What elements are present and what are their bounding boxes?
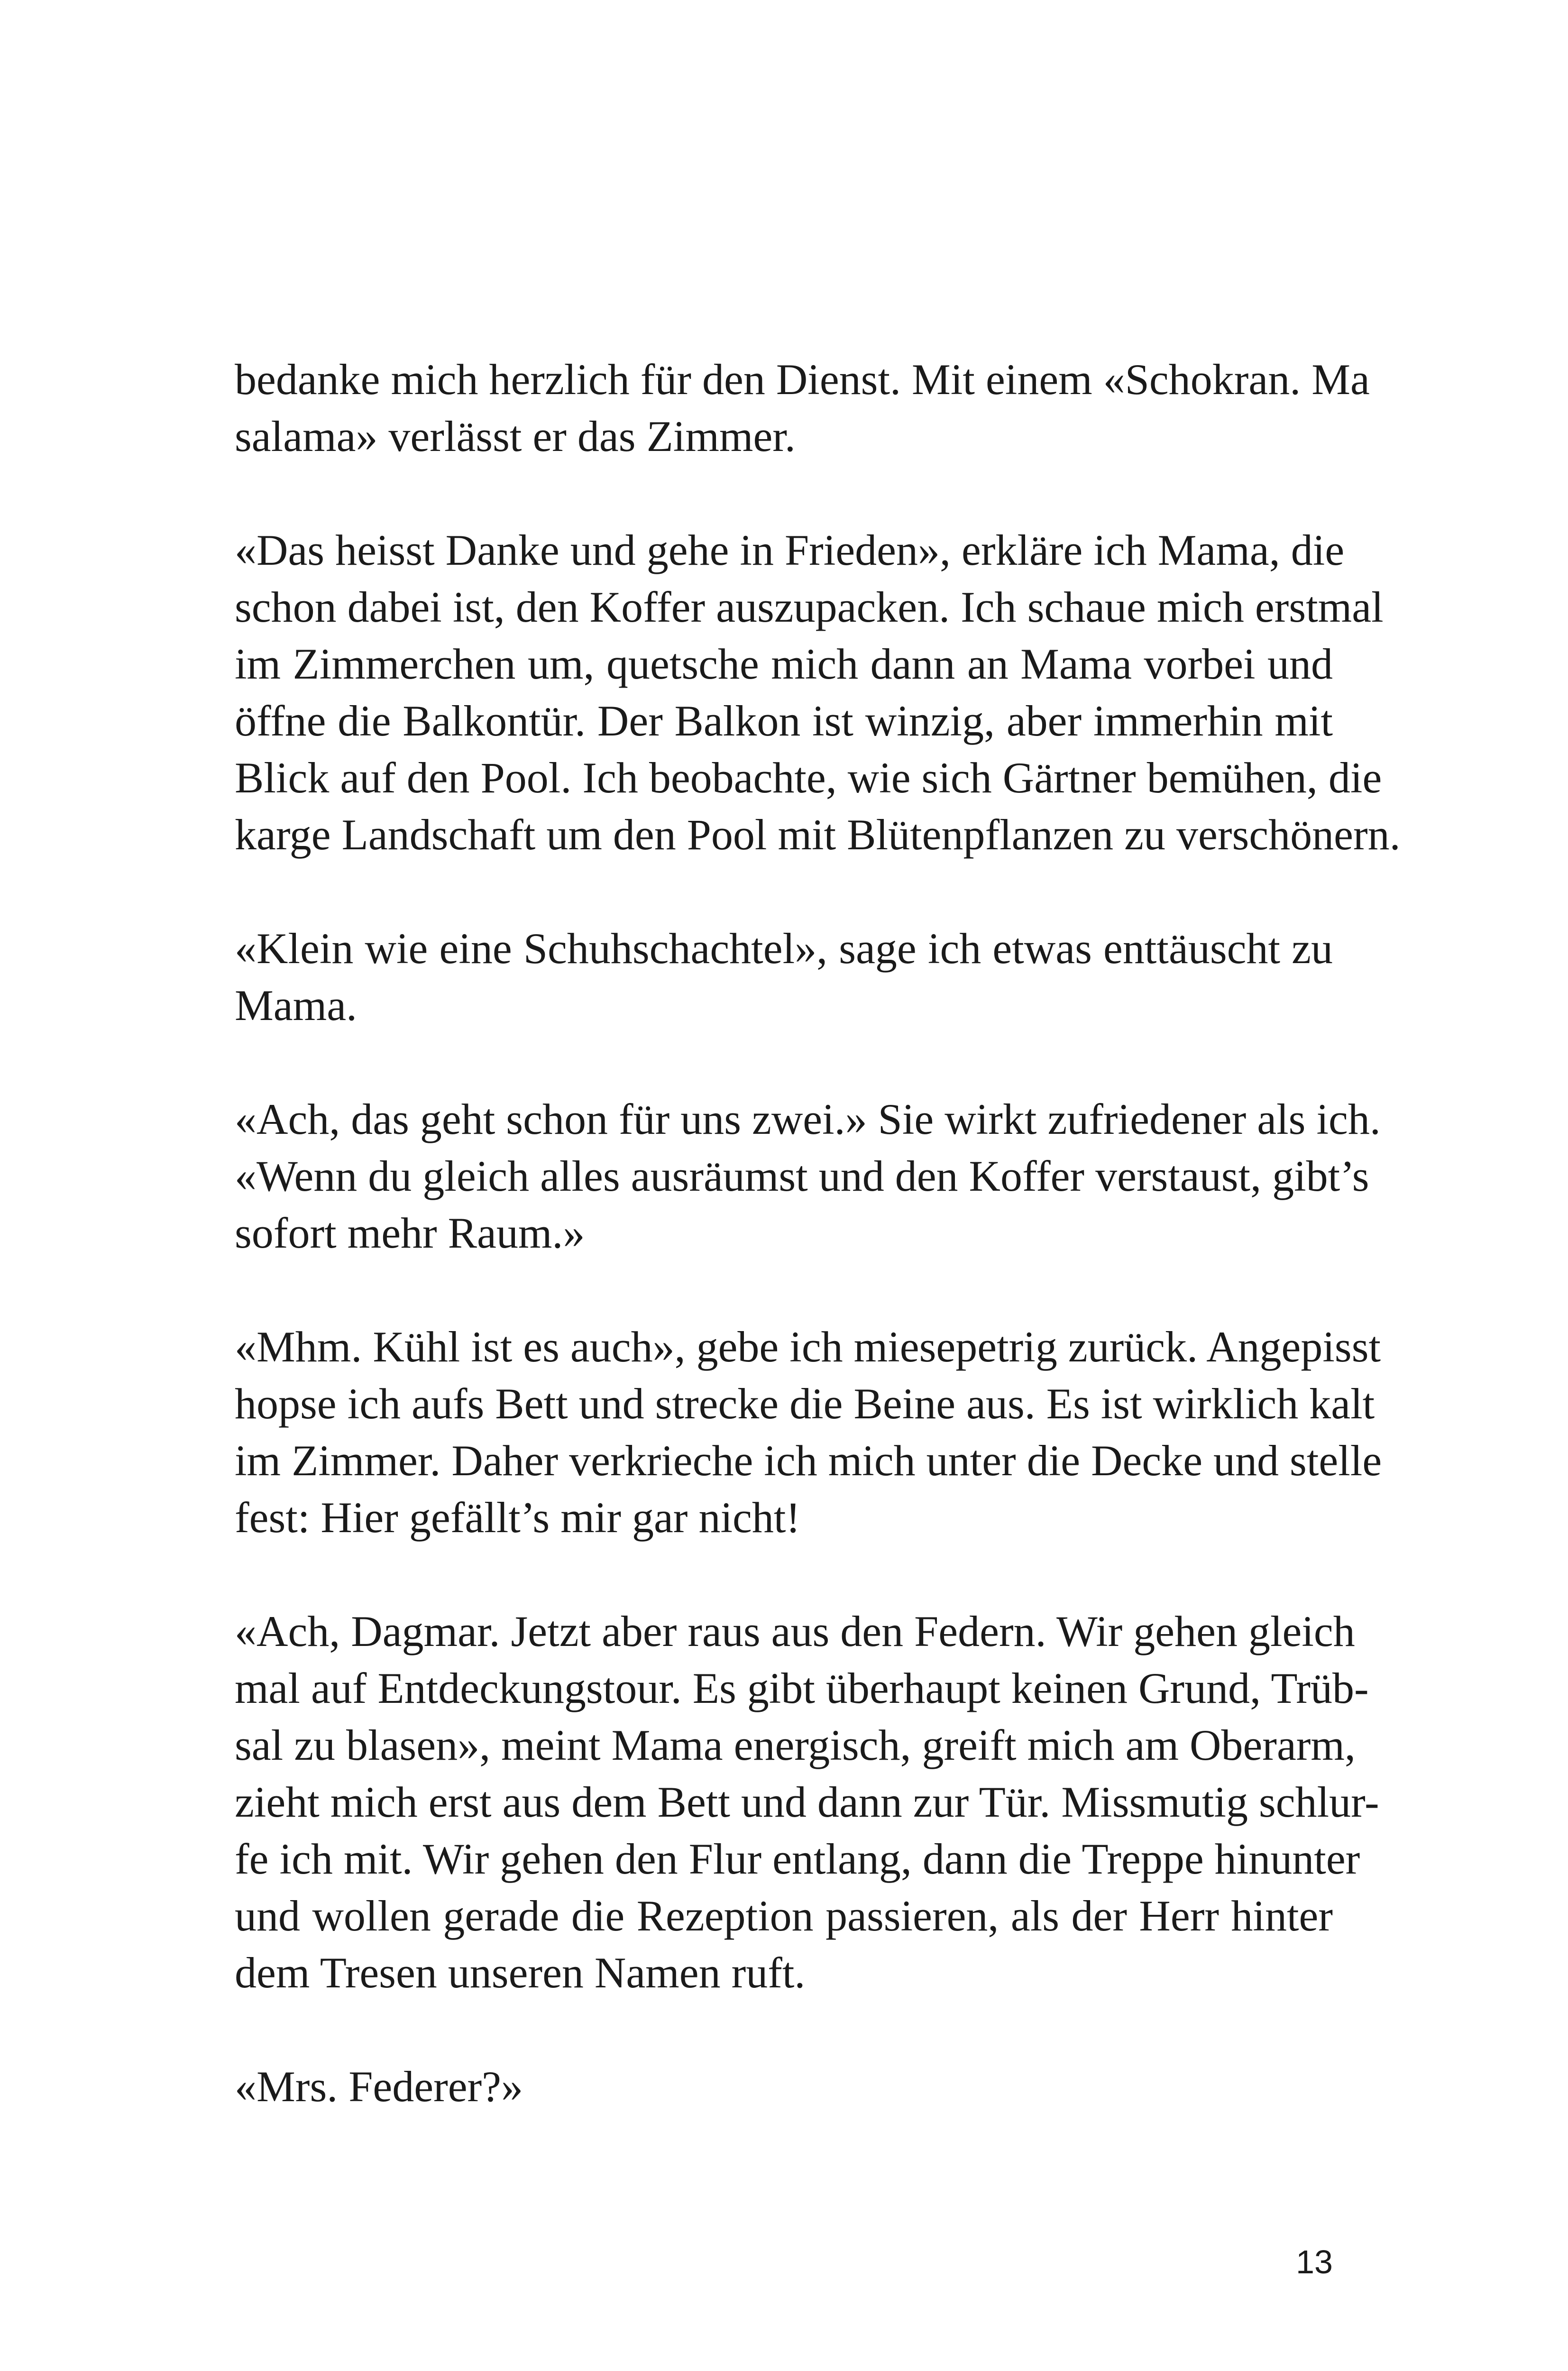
text-line: salama» verlässt er das Zimmer. [235,412,796,460]
paragraph [235,1318,1382,1546]
text-line: hopse ich aufs Bett und strecke die Beine aus. Es ist wirklich kalt [235,1379,1375,1428]
paragraph [235,2058,1333,2115]
text-line: «Mhm. Kühl ist es auch», gebe ich miesepetrig zurück. Angepisst [235,1323,1381,1371]
text-line: mal auf Entdeckungstour. Es gibt überhaupt keinen Grund, Trüb- [235,1664,1369,1712]
text-line: zieht mich erst aus dem Bett und dann zur Tür. Missmutig schlur- [235,1778,1379,1826]
text-line: öffne die Balkontür. Der Balkon ist winzig, aber immerhin mit [235,697,1333,745]
text-line: «Wenn du gleich alles ausräumst und den Koffer verstaust, gibt’s [235,1152,1369,1200]
text-line: «Klein wie eine Schuhschachtel», sage ich etwas enttäuscht zu [235,924,1333,973]
text-line: sofort mehr Raum.» [235,1209,585,1257]
paragraph [235,522,1401,863]
text-line: im Zimmerchen um, quetsche mich dann an Mama vorbei und [235,640,1333,688]
text-line: fe ich mit. Wir gehen den Flur entlang, dann die Treppe hinunter [235,1835,1360,1883]
text-line: sal zu blasen», meint Mama energisch, greift mich am Oberarm, [235,1721,1356,1769]
text-line: «Mrs. Federer?» [235,2062,523,2111]
text-line: «Das heisst Danke und gehe in Frieden», erkläre ich Mama, die [235,526,1345,574]
text-line: Mama. [235,981,358,1029]
text-line: dem Tresen unseren Namen ruft. [235,1948,806,1997]
text-line: «Ach, das geht schon für uns zwei.» Sie wirkt zufriedener als ich. [235,1095,1381,1143]
text-line: fest: Hier gefällt’s mir gar nicht! [235,1493,801,1542]
text-line: «Ach, Dagmar. Jetzt aber raus aus den Federn. Wir gehen gleich [235,1607,1355,1655]
paragraph [235,1091,1381,1261]
text-line: bedanke mich herzlich für den Dienst. Mit einem «Schokran. Ma [235,355,1370,404]
paragraph [235,1603,1379,2001]
text-line: schon dabei ist, den Koffer auszupacken. Ich schaue mich erstmal [235,583,1384,631]
body-text [235,351,1401,2172]
text-line: karge Landschaft um den Pool mit Blütenpflanzen zu verschönern. [235,810,1401,859]
paragraph [235,920,1333,1034]
text-line: Blick auf den Pool. Ich beobachte, wie sich Gärtner bemühen, die [235,754,1382,802]
text-line: im Zimmer. Daher verkrieche ich mich unter die Decke und stelle [235,1436,1382,1485]
page-number: 13 [1296,2243,1333,2280]
text-line: und wollen gerade die Rezeption passieren, als der Herr hinter [235,1892,1333,1940]
paragraph [235,351,1370,465]
